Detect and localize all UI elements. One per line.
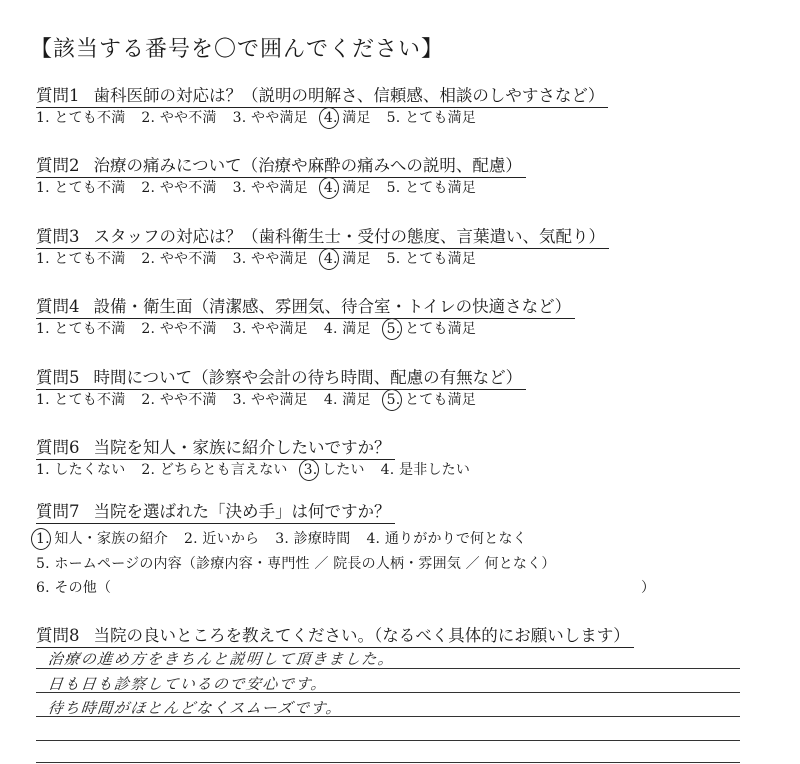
- option-4[interactable]: 4. 満足: [323, 251, 371, 267]
- question-3-heading: [36, 223, 609, 249]
- option-other-close: ）: [641, 580, 656, 596]
- question-3-number: 質問3: [36, 227, 80, 246]
- option-3[interactable]: 3. やや満足: [232, 251, 308, 267]
- question-3: [36, 223, 609, 249]
- question-1-number: 質問1: [36, 86, 80, 105]
- question-2-text: 治療の痛みについて（治療や麻酔の痛みへの説明、配慮）: [93, 156, 522, 175]
- option-4[interactable]: 4. 通りがかりで何となく: [366, 531, 527, 547]
- option-1[interactable]: 1. とても不満: [36, 110, 126, 126]
- answer-line: [36, 740, 740, 741]
- option-4[interactable]: 4. 満足: [323, 180, 371, 196]
- question-1: [36, 82, 608, 108]
- option-4[interactable]: 4. 満足: [323, 392, 371, 408]
- question-3-options: [36, 248, 492, 268]
- question-7: [36, 498, 395, 524]
- handwritten-answer-1[interactable]: 治療の進め方をきちんと説明して頂きました。: [47, 650, 396, 668]
- question-5-text: 時間について（診察や会計の待ち時間、配慮の有無など）: [93, 368, 523, 387]
- question-2-heading: [36, 152, 526, 178]
- question-2-options: [36, 177, 492, 197]
- question-6: [36, 434, 395, 460]
- question-7-option-5[interactable]: 5. ホームページの内容（診療内容・専門性 ／ 院長の人柄・雰囲気 ／ 何となく）: [36, 556, 556, 572]
- question-7-option-6[interactable]: [36, 577, 656, 597]
- question-1-heading: [36, 82, 608, 108]
- option-3[interactable]: 3. やや満足: [232, 180, 308, 196]
- option-2[interactable]: 2. やや不満: [141, 251, 217, 267]
- option-2[interactable]: 2. やや不満: [141, 392, 217, 408]
- option-3[interactable]: 3. やや満足: [232, 392, 308, 408]
- question-7-text: 当院を選ばれた「決め手」は何ですか？: [93, 502, 391, 521]
- option-5[interactable]: 5. とても満足: [386, 180, 477, 196]
- selected-number-circle: 3: [303, 462, 313, 478]
- question-5-number: 質問5: [36, 368, 80, 387]
- option-5[interactable]: 5. とても満足: [386, 110, 477, 126]
- selected-number-circle: 1: [36, 531, 46, 547]
- option-2[interactable]: 2. 近いから: [184, 531, 260, 547]
- option-4[interactable]: 4. 満足: [323, 110, 371, 126]
- question-5: [36, 364, 526, 390]
- question-7-options-line1: [36, 528, 543, 548]
- option-5[interactable]: 5. とても満足: [386, 392, 477, 408]
- question-8-heading: [36, 622, 634, 648]
- option-3[interactable]: 3. したい: [303, 462, 365, 478]
- question-2-number: 質問2: [36, 156, 80, 175]
- handwritten-answer-2[interactable]: 日も日も診察しているので安心です。: [47, 675, 329, 693]
- option-2[interactable]: 2. どちらとも言えない: [141, 462, 288, 478]
- option-1[interactable]: 1. 知人・家族の紹介: [36, 531, 169, 547]
- option-5[interactable]: 5. とても満足: [386, 251, 477, 267]
- handwritten-answer-3[interactable]: 待ち時間がほとんどなくスムーズです。: [47, 699, 344, 717]
- question-6-options: [36, 459, 486, 479]
- question-8: [36, 622, 634, 648]
- question-4: [36, 293, 575, 319]
- question-7-number: 質問7: [36, 502, 80, 521]
- answer-line: [36, 762, 740, 763]
- option-4[interactable]: 4. 満足: [323, 321, 371, 337]
- option-1[interactable]: 1. とても不満: [36, 321, 126, 337]
- option-3[interactable]: 3. やや満足: [232, 321, 308, 337]
- option-5[interactable]: 5. とても満足: [386, 321, 477, 337]
- selected-number-circle: 5: [386, 321, 396, 337]
- option-3[interactable]: 3. やや満足: [232, 110, 308, 126]
- selected-number-circle: 5: [386, 392, 396, 408]
- question-8-text: 当院の良いところを教えてください。（なるべく具体的にお願いします）: [93, 626, 630, 645]
- question-1-options: [36, 107, 492, 127]
- question-8-number: 質問8: [36, 626, 80, 645]
- option-1[interactable]: 1. とても不満: [36, 392, 126, 408]
- option-2[interactable]: 2. やや不満: [141, 321, 217, 337]
- question-1-text: 歯科医師の対応は？（説明の明解さ、信頼感、相談のしやすさなど）: [93, 86, 605, 105]
- question-4-heading: [36, 293, 575, 319]
- option-4[interactable]: 4. 是非したい: [380, 462, 471, 478]
- option-2[interactable]: 2. やや不満: [141, 180, 217, 196]
- question-2: [36, 152, 526, 178]
- option-1[interactable]: 1. したくない: [36, 462, 126, 478]
- selected-number-circle: 4: [323, 180, 333, 196]
- option-1[interactable]: 1. とても不満: [36, 180, 126, 196]
- question-4-options: [36, 318, 492, 338]
- selected-number-circle: 4: [323, 251, 333, 267]
- option-2[interactable]: 2. やや不満: [141, 110, 217, 126]
- survey-title: 【該当する番号を〇で囲んでください】: [30, 37, 445, 62]
- question-4-text: 設備・衛生面（清潔感、雰囲気、待合室・トイレの快適さなど）: [93, 297, 572, 316]
- question-5-heading: [36, 364, 526, 390]
- question-6-heading: [36, 434, 395, 460]
- question-5-options: [36, 389, 492, 409]
- question-6-text: 当院を知人・家族に紹介したいですか？: [93, 438, 391, 457]
- option-1[interactable]: 1. とても不満: [36, 251, 126, 267]
- question-6-number: 質問6: [36, 438, 80, 457]
- option-other-label: 6. その他（: [36, 580, 112, 596]
- question-7-heading: [36, 498, 395, 524]
- question-3-text: スタッフの対応は？（歯科衛生士・受付の態度、言葉遣い、気配り）: [93, 227, 605, 246]
- selected-number-circle: 4: [323, 110, 333, 126]
- option-3[interactable]: 3. 診療時間: [275, 531, 351, 547]
- question-4-number: 質問4: [36, 297, 80, 316]
